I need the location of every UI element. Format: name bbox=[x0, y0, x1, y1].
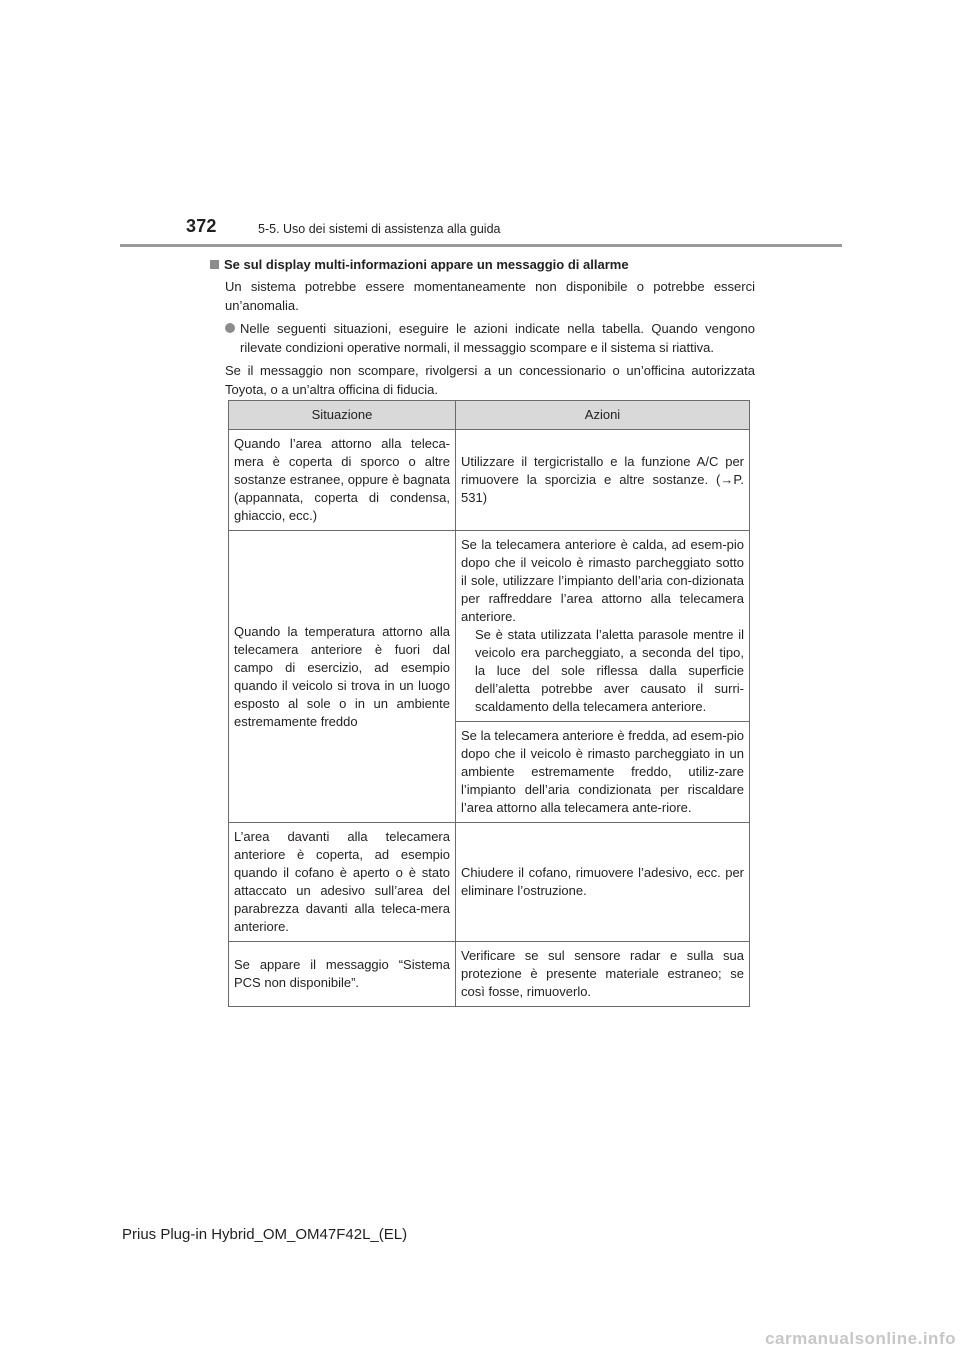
situation-cell: Quando la temperatura attorno alla telecamera anteriore è fuori dal campo di esercizio, ad esempio quando il veicolo si trova in un luogo esposto al sole o in un ambiente estremamente freddo bbox=[229, 531, 456, 823]
situation-cell: L’area davanti alla telecamera anteriore è coperta, ad esempio quando il cofano è aperto o è stato attaccato un adesivo sull’area del parabrezza davanti alla teleca-mera anteriore. bbox=[229, 823, 456, 942]
action-hot-text: Se la telecamera anteriore è calda, ad esem-pio dopo che il veicolo è rimasto parcheggiato sotto il sole, utilizzare l’impianto dell’aria con-dizionata per raffreddare l’area attorno alla telecamera anteriore. bbox=[461, 537, 744, 624]
header-situation: Situazione bbox=[229, 401, 456, 430]
table-row bbox=[229, 430, 750, 531]
square-bullet-icon bbox=[210, 260, 219, 269]
action-hot-note: Se è stata utilizzata l’aletta parasole mentre il veicolo era parcheggiato, a seconda del tipo, la luce del sole riflessa dalla superficie dell’aletta potrebbe aver causato il surri-scaldamento della telecamera anteriore. bbox=[475, 627, 744, 714]
intro-paragraph: Un sistema potrebbe essere momentaneamente non disponibile o potrebbe esserci un’anomalia. bbox=[225, 279, 755, 313]
section-title: 5-5. Uso dei sistemi di assistenza alla guida bbox=[258, 222, 501, 236]
footer-model-code: Prius Plug-in Hybrid_OM_OM47F42L_(EL) bbox=[122, 1226, 408, 1243]
action-cell: Se la telecamera anteriore è fredda, ad esem-pio dopo che il veicolo è rimasto parcheggiato in un ambiente estremamente freddo, utiliz-zare l’impianto dell’aria condizionata per riscaldare l’area attorno alla telecamera ante-riore. bbox=[456, 722, 750, 823]
table-row bbox=[229, 942, 750, 1007]
header-rule bbox=[120, 244, 842, 247]
bullet-item bbox=[225, 319, 755, 357]
header-actions: Azioni bbox=[456, 401, 750, 430]
table-row bbox=[229, 823, 750, 942]
followup-paragraph: Se il messaggio non scompare, rivolgersi a un concessionario o un’officina autorizzata Toyota, o a un’altra officina di fiducia. bbox=[225, 363, 755, 397]
page-number: 372 bbox=[186, 216, 217, 236]
action-cell: Verificare se sul sensore radar e sulla sua protezione è presente materiale estraneo; se così fosse, rimuoverlo. bbox=[456, 942, 750, 1007]
table-row bbox=[229, 531, 750, 722]
bullet-text: Nelle seguenti situazioni, eseguire le azioni indicate nella tabella. Quando vengono rilevate condizioni operative normali, il messaggio scompare e il sistema si riattiva. bbox=[240, 321, 755, 355]
content-area bbox=[210, 255, 755, 399]
situation-cell: Se appare il messaggio “Sistema PCS non disponibile”. bbox=[229, 942, 456, 1007]
section-heading-text: Se sul display multi-informazioni appare un messaggio di allarme bbox=[224, 257, 629, 272]
action-cell: Chiudere il cofano, rimuovere l’adesivo, ecc. per eliminare l’ostruzione. bbox=[456, 823, 750, 942]
table-header-row bbox=[229, 401, 750, 430]
circle-bullet-icon bbox=[225, 323, 235, 333]
section-heading bbox=[210, 255, 755, 274]
watermark-logo: carmanualsonline.info bbox=[765, 1329, 956, 1348]
action-cell bbox=[456, 531, 750, 722]
situation-action-table bbox=[228, 400, 750, 1007]
action-cell: Utilizzare il tergicristallo e la funzione A/C per rimuovere la sporcizia e altre sostanze. (→P. 531) bbox=[456, 430, 750, 531]
situation-cell: Quando l’area attorno alla teleca-mera è coperta di sporco o altre sostanze estranee, oppure è bagnata (appannata, coperta di condensa, ghiaccio, ecc.) bbox=[229, 430, 456, 531]
